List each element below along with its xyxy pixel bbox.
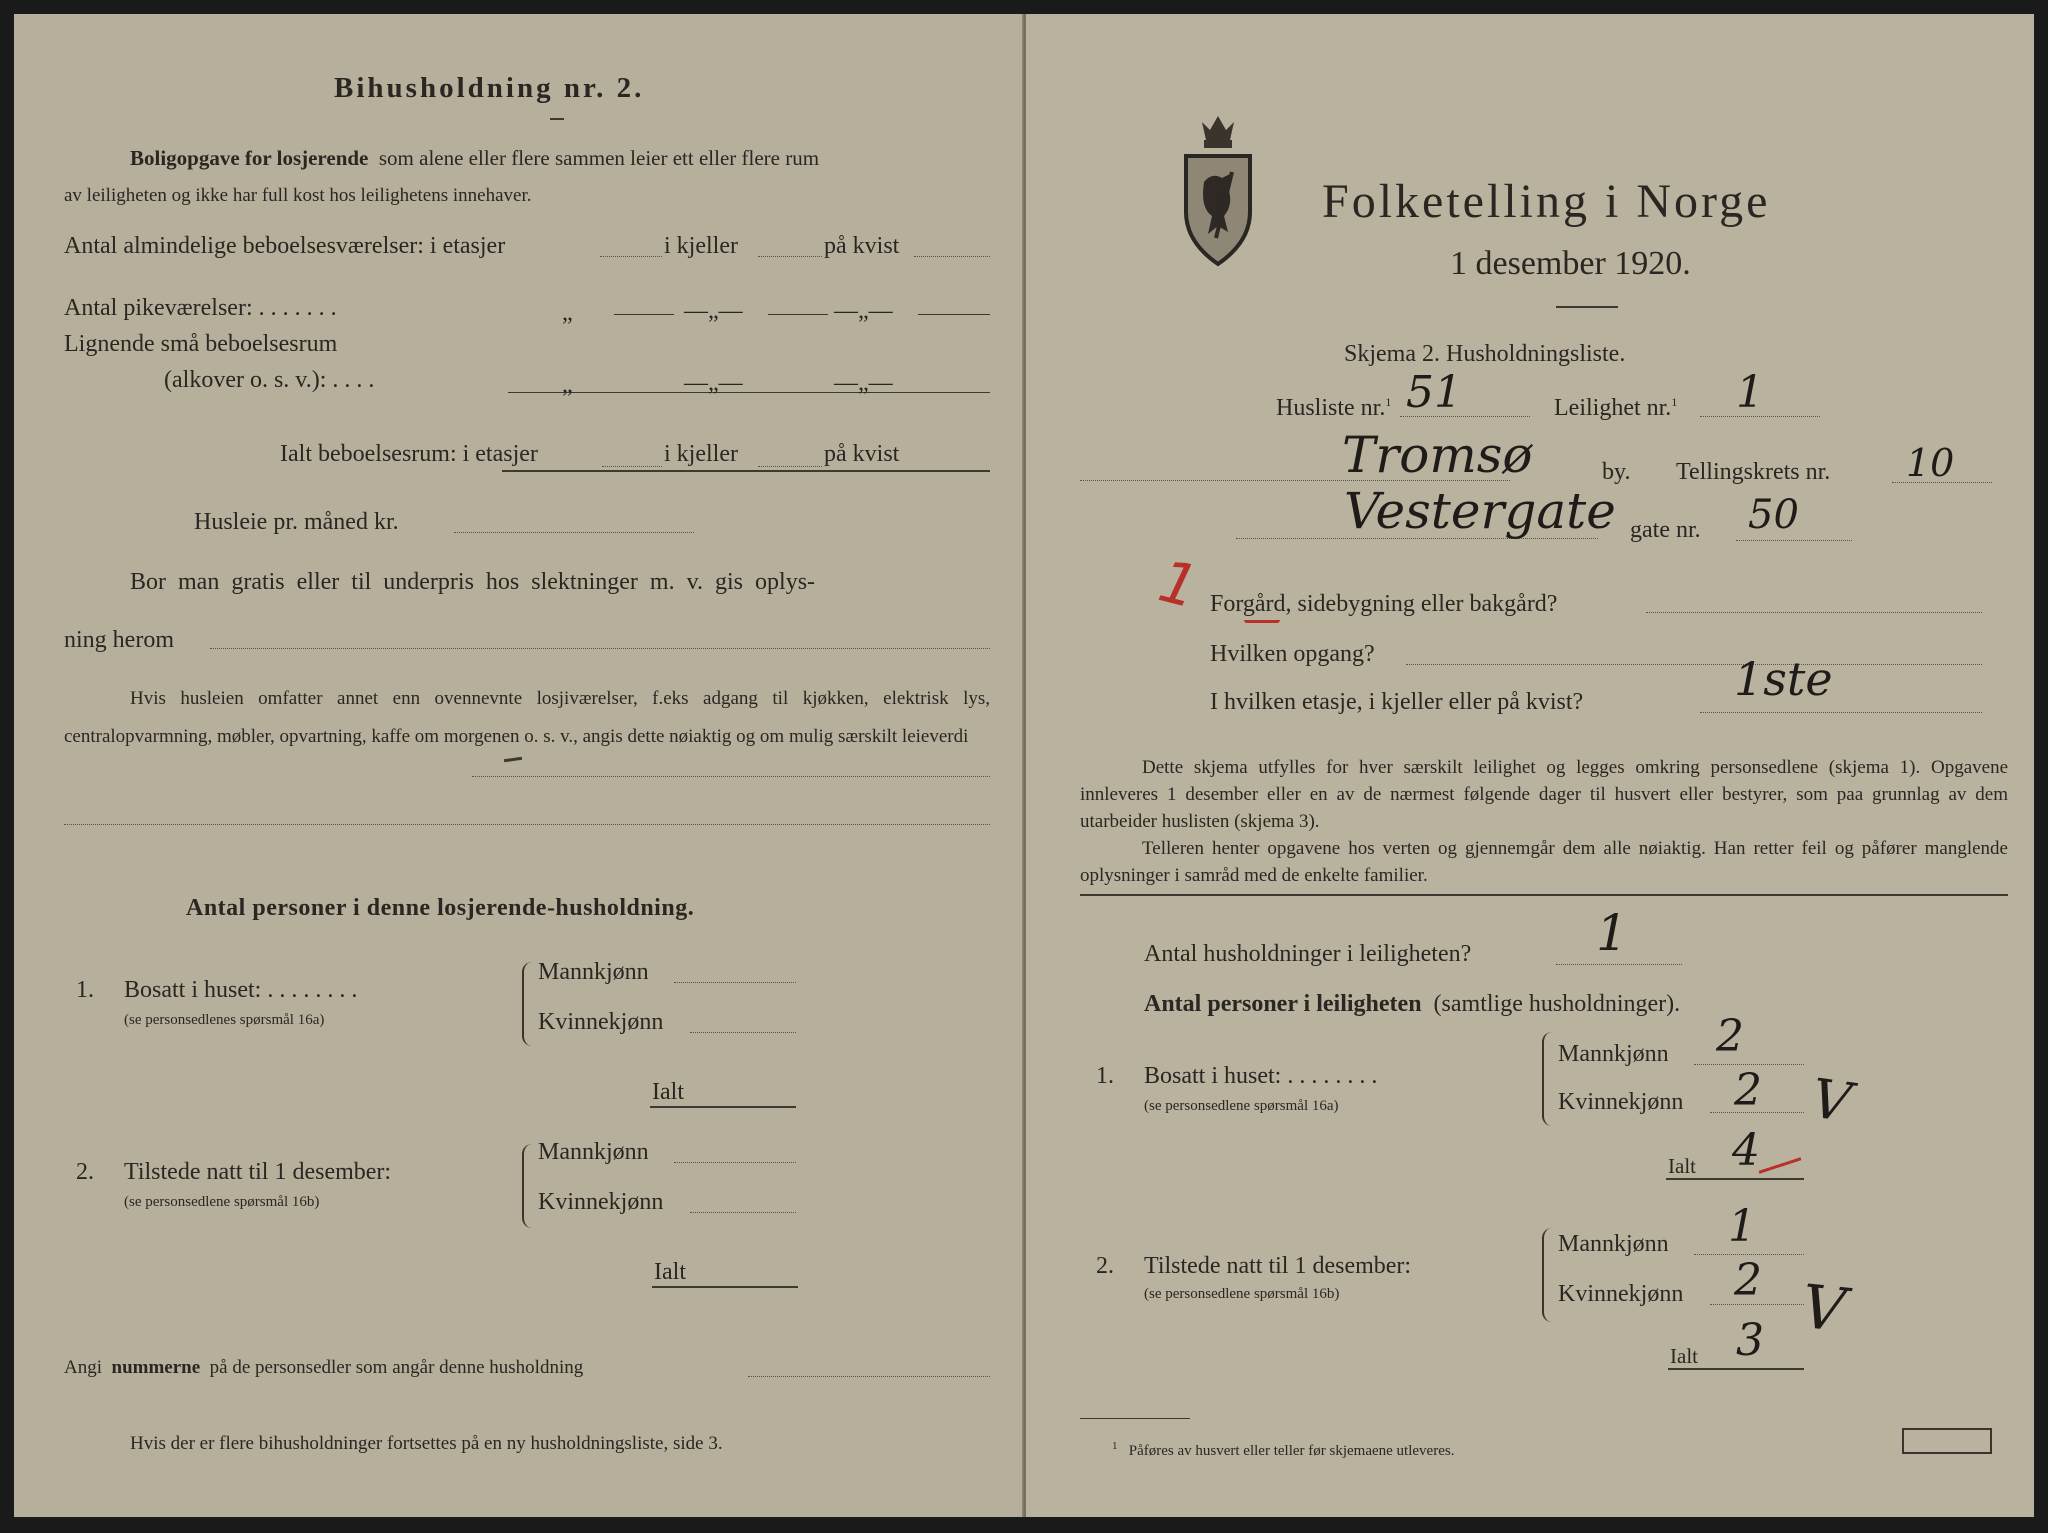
right-q1-brace [1542,1032,1552,1126]
etasje-value: 1ste [1734,652,1833,706]
etasje-field[interactable] [1700,712,1982,713]
intro-line-2: av leiligheten og ikke har full kost hos leilighetens innehaver. [64,185,532,206]
right-q2-num: 2. [1096,1253,1114,1279]
instructions-1: Dette skjema utfylles for hver særskilt leilighet og legges omkring personsedlene (skjema 1). Opgavene innleveres 1 desember eller en av de nærmest følgende dager til husvert eller bestyrer, som paa grunnlag av dem utarbeider huslisten (skjema 3). [1080,757,2008,832]
left-q1-mann-field[interactable] [674,982,796,983]
leilighet-text: Leilighet nr. [1554,395,1672,421]
hvis-paragraph: Hvis husleien omfatter annet enn ovennevnte losjiværelser, f.eks adgang til kjøkken, elektrisk lys, centralopvarmning, møbler, opvartning, kaffe om morgenen o. s. v., angis dette nøiaktig og om mulig særskilt leieverdi [64,688,990,747]
rooms-kvist-field[interactable] [914,256,990,257]
left-q2-ialt-field[interactable] [652,1286,798,1288]
right-q2-mann-label: Mannkjønn [1558,1231,1669,1257]
leieverdi-field-2[interactable] [64,824,990,825]
rooms-kvist-label: på kvist [824,233,900,259]
angi-bold: nummerne [111,1357,201,1378]
angi-field[interactable] [748,1376,990,1377]
footnote [1112,1432,1454,1465]
forgard-label: Forgård, sidebygning eller bakgård? [1210,591,1558,617]
left-q1-num: 1. [76,977,94,1003]
pike-ditto-3: —„— [834,298,893,324]
rooms-label: Antal almindelige beboelsesværelser: i etasjer [64,233,506,259]
pike-ditto-1: „ [562,300,573,326]
right-title: Folketelling i Norge [1322,175,1771,228]
pike-field-2[interactable] [768,314,828,315]
left-q2-kvinne-label: Kvinnekjønn [538,1189,664,1215]
left-q2-brace [522,1144,532,1228]
margin-red-mark: 1 [1152,546,1205,622]
lignende-ditto-3: —„— [834,370,893,396]
husholdninger-field[interactable] [1556,964,1682,965]
left-q2-mann-field[interactable] [674,1162,796,1163]
right-q2-ialt-value: 3 [1736,1315,1764,1366]
footnote-mark: 1 [1112,1440,1118,1452]
ialt-underline [502,470,990,472]
lignende-label-1: Lignende små beboelsesrum [64,331,338,357]
right-q2-mann-value: 1 [1728,1201,1756,1252]
right-q2-kvinne-value: 2 [1734,1255,1762,1306]
right-q2-label: Tilstede natt til 1 desember: [1144,1253,1412,1279]
right-q1-ialt-value: 4 [1732,1125,1760,1176]
rooms-etasjer-field[interactable] [600,256,662,257]
persons-bold: Antal personer i leiligheten [1144,991,1422,1017]
lignende-field[interactable] [508,392,990,393]
bor-field[interactable] [210,648,990,649]
skjema-label: Skjema 2. Husholdningsliste. [1344,341,1626,367]
ialt-rooms-label: Ialt beboelsesrum: i etasjer [280,441,538,467]
left-q2-label: Tilstede natt til 1 desember: [124,1159,392,1185]
right-page [1026,14,2034,1517]
right-q2-kvinne-label: Kvinnekjønn [1558,1281,1684,1307]
opgang-field[interactable] [1406,664,1982,665]
left-q1-mann-label: Mannkjønn [538,959,649,985]
forgard-field[interactable] [1646,612,1982,613]
husleie-label: Husleie pr. måned kr. [194,509,399,535]
left-q2-sub: (se personsedlene spørsmål 16b) [124,1194,320,1210]
rooms-kjeller-label: i kjeller [664,233,738,259]
red-underline-mark [1244,620,1280,623]
leilighet-sup: 1 [1671,395,1678,409]
etasje-label: I hvilken etasje, i kjeller eller på kvist? [1210,689,1584,715]
right-q1-ialt-field[interactable] [1666,1178,1804,1180]
leilighet-value: 1 [1736,367,1764,418]
gate-value: 50 [1748,492,1799,538]
right-q2-check-mark: V [1798,1271,1849,1347]
rooms-kjeller-field[interactable] [758,256,822,257]
pike-ditto-2: —„— [684,298,743,324]
dash-mark [504,757,522,762]
title-dash [550,118,564,120]
left-q2-kvinne-field[interactable] [690,1212,796,1213]
left-q1-brace [522,962,532,1046]
census-sheet [14,14,2034,1517]
date-rule [1556,306,1618,308]
krets-label: Tellingskrets nr. [1676,459,1831,485]
husliste-sup: 1 [1385,395,1392,409]
right-q1-sub: (se personsedlene spørsmål 16a) [1144,1098,1339,1114]
ialt-kjeller-label: i kjeller [664,441,738,467]
instructions-rule [1080,894,2008,896]
lignende-ditto-1: „ [562,372,573,398]
opgang-label: Hvilken opgang? [1210,641,1375,667]
angi-post: på de personsedler som angår denne husholdning [209,1357,584,1378]
husleie-field[interactable] [454,532,694,533]
intro-line-1 [130,144,819,172]
pike-label: Antal pikeværelser: . . . . . . . [64,295,337,321]
left-q2-num: 2. [76,1159,94,1185]
leieverdi-field[interactable] [472,776,990,777]
right-q2-ialt-label: Ialt [1670,1344,1698,1368]
left-q1-kvinne-label: Kvinnekjønn [538,1009,664,1035]
city-value: Tromsø [1342,426,1533,484]
left-q1-sub: (se personsedlenes spørsmål 16a) [124,1012,325,1028]
right-q1-mann-value: 2 [1716,1011,1744,1062]
right-q2-sub: (se personsedlene spørsmål 16b) [1144,1286,1340,1302]
pike-field-3[interactable] [918,314,990,315]
left-q1-ialt-field[interactable] [650,1106,796,1108]
husliste-value: 51 [1406,367,1462,418]
street-value: Vestergate [1344,482,1616,540]
leilighet-label [1554,388,1677,422]
printer-stamp [1902,1428,1992,1454]
left-q2-mann-label: Mannkjønn [538,1139,649,1165]
angi-line [64,1356,583,1380]
right-q2-ialt-field[interactable] [1668,1368,1804,1370]
left-title: Bihusholdning nr. 2. [334,72,645,104]
ialt-etasjer-field[interactable] [602,466,662,467]
footnote-rule [1080,1418,1190,1419]
husliste-text: Husliste nr. [1276,395,1386,421]
ialt-kvist-label: på kvist [824,441,900,467]
gate-field[interactable] [1736,540,1852,541]
husholdninger-label: Antal husholdninger i leiligheten? [1144,941,1472,967]
lignende-label-2: (alkover o. s. v.): . . . . [164,367,375,393]
lignende-ditto-2: —„— [684,370,743,396]
left-persons-heading: Antal personer i denne losjerende-husholdning. [186,895,695,921]
intro-bold: Boligopgave for losjerende [130,146,369,170]
right-q1-check-mark: V [1807,1066,1856,1135]
krets-value: 10 [1906,441,1955,485]
left-q2-ialt-label: Ialt [654,1259,686,1285]
left-page [14,14,1024,1517]
right-q1-num: 1. [1096,1063,1114,1089]
left-q1-label: Bosatt i huset: . . . . . . . . [124,977,358,1003]
gate-label: gate nr. [1630,517,1701,543]
bor-line-2: ning herom [64,627,174,653]
husliste-label [1276,388,1391,422]
footnote-text: Påføres av husvert eller teller før skjemaene utleveres. [1128,1443,1455,1459]
intro-rest: som alene eller flere sammen leier ett eller flere rum [378,146,820,170]
pike-field-1[interactable] [614,314,674,315]
angi-pre: Angi [64,1357,102,1378]
left-q1-ialt-label: Ialt [652,1079,684,1105]
ialt-kjeller-field[interactable] [758,466,822,467]
right-date: 1 desember 1920. [1450,245,1691,282]
right-q1-ialt-label: Ialt [1668,1154,1696,1178]
bor-line-1: Bor man gratis eller til underpris hos slektninger m. v. gis oplys- [130,569,816,595]
right-q2-brace [1542,1228,1552,1322]
by-label: by. [1602,459,1631,485]
right-q1-label: Bosatt i huset: . . . . . . . . [1144,1063,1378,1089]
right-q1-kvinne-label: Kvinnekjønn [1558,1089,1684,1115]
right-q1-kvinne-value: 2 [1734,1065,1762,1116]
left-footer: Hvis der er flere bihusholdninger fortsettes på en ny husholdningsliste, side 3. [130,1433,723,1454]
persons-rest: (samtlige husholdninger). [1433,991,1681,1017]
right-persons-heading [1144,990,1680,1018]
left-q1-kvinne-field[interactable] [690,1032,796,1033]
red-tick-mark [1759,1157,1802,1173]
husholdninger-value: 1 [1596,904,1628,962]
instructions-2: Telleren henter opgavene hos verten og gjennemgår dem alle nøiaktig. Han retter feil og påfører manglende oplysninger i samråd med de enkelte familier. [1080,838,2008,886]
right-q1-mann-label: Mannkjønn [1558,1041,1669,1067]
coat-of-arms-icon [1178,112,1258,272]
